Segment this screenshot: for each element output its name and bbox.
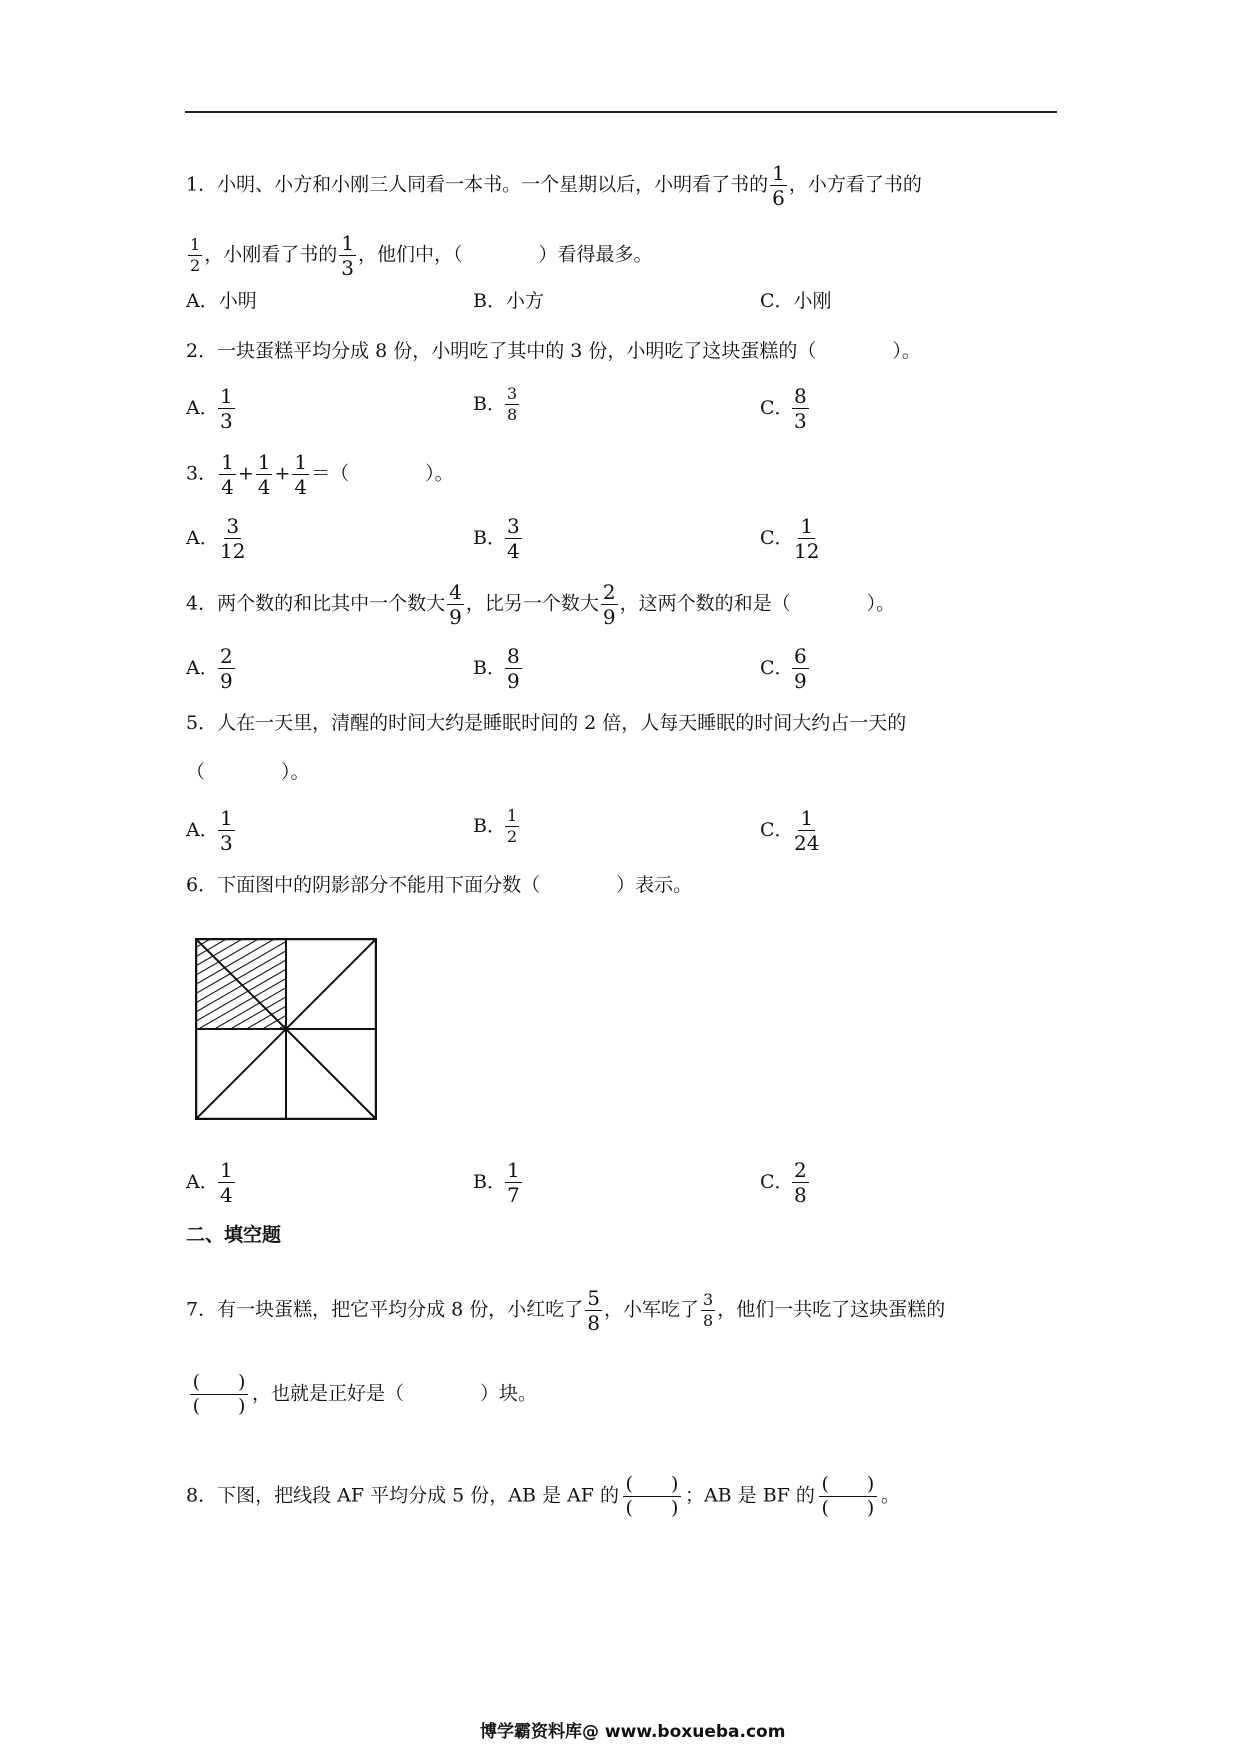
shaded-square-figure (195, 938, 377, 1120)
fraction: $\frac{3}{8}$ (507, 384, 518, 424)
fraction: $\frac{1}{24}$ (794, 806, 820, 855)
question-1-option-b[interactable]: B．小方 (473, 290, 544, 312)
fraction-blank[interactable]: $\frac{( )}{( )}$ (819, 1475, 877, 1518)
question-1-option-a[interactable]: A．小明 (186, 290, 257, 312)
fraction: $\frac{2}{9}$ (602, 580, 616, 629)
fraction-blank[interactable]: $\frac{( )}{( )}$ (623, 1475, 681, 1518)
fraction: $\frac{1}{6}$ (772, 161, 785, 210)
header-rule (185, 111, 1057, 113)
question-1-option-c[interactable]: C．小刚 (760, 290, 832, 312)
footer-watermark: 博学霸资料库@ www.boxueba.com (480, 1722, 786, 1742)
fraction: $\frac{1}{3}$ (220, 806, 233, 855)
fraction: $\frac{3}{12}$ (220, 514, 246, 563)
fraction: $\frac{1}{3}$ (220, 384, 233, 433)
fraction: $\frac{6}{9}$ (794, 644, 807, 693)
fraction: $\frac{4}{9}$ (449, 580, 462, 629)
fraction: $\frac{8}{9}$ (507, 644, 520, 693)
fraction: $\frac{3}{4}$ (507, 514, 520, 563)
question-5-option-c[interactable]: C． $\frac{1}{24}$ (760, 806, 820, 855)
question-1-text: ，小方看了书的 (788, 173, 922, 196)
question-4-option-b[interactable]: B． $\frac{8}{9}$ (473, 644, 520, 693)
fraction: $\frac{1}{2}$ (190, 235, 201, 275)
question-6-option-b[interactable]: B． $\frac{1}{7}$ (473, 1158, 520, 1207)
question-2-text: 2．一块蛋糕平均分成 8 份，小明吃了其中的 3 份，小明吃了这块蛋糕的（ ）。 (186, 340, 921, 362)
fraction: $\frac{1}{4}$ (294, 450, 308, 499)
question-5-option-a[interactable]: A． $\frac{1}{3}$ (186, 806, 233, 855)
question-3-option-b[interactable]: B． $\frac{3}{4}$ (473, 514, 520, 563)
fraction: $\frac{3}{8}$ (703, 1290, 714, 1330)
section-title: 二、填空题 (186, 1224, 282, 1246)
question-1-text: ，他们中，（ ）看得最多。 (357, 243, 653, 266)
question-4-text: 4．两个数的和比其中一个数大 $\frac{4}{9}$ ，比另一个数大 $\frac{2}{9}$ ，这两个数的和是（ ）。 (186, 580, 896, 629)
question-6-text: 6．下面图中的阴影部分不能用下面分数（ ）表示。 (186, 874, 693, 896)
fraction: $\frac{8}{3}$ (794, 384, 807, 433)
fraction: $\frac{1}{4}$ (257, 450, 271, 499)
question-7-line-1: 7．有一块蛋糕，把它平均分成 8 份，小红吃了 $\frac{5}{8}$ ，小军吃了 $\frac{3}{8}$ ，他们一共吃了这块蛋糕的 (186, 1286, 946, 1335)
question-6-option-c[interactable]: C． $\frac{2}{8}$ (760, 1158, 807, 1207)
question-2-option-b[interactable]: B． $\frac{3}{8}$ (473, 384, 518, 424)
fraction: $\frac{1}{7}$ (507, 1158, 520, 1207)
fraction: $\frac{2}{9}$ (220, 644, 233, 693)
question-1-line-1 (186, 163, 922, 208)
question-5-option-b[interactable]: B． $\frac{1}{2}$ (473, 806, 518, 846)
question-4-option-c[interactable]: C． $\frac{6}{9}$ (760, 644, 807, 693)
question-2-option-a[interactable]: A． $\frac{1}{3}$ (186, 384, 233, 433)
question-3-option-a[interactable]: A． $\frac{3}{12}$ (186, 514, 246, 563)
question-4-option-a[interactable]: A． $\frac{2}{9}$ (186, 644, 233, 693)
question-2-option-c[interactable]: C． $\frac{8}{3}$ (760, 384, 807, 433)
question-5-text: 5．人在一天里，清醒的时间大约是睡眠时间的 2 倍，人每天睡眠的时间大约占一天的 (186, 712, 907, 734)
question-1-text: 1．小明、小方和小刚三人同看一本书。一个星期以后，小明看了书的 (186, 173, 769, 196)
fraction: $\frac{5}{8}$ (587, 1286, 600, 1335)
question-1-line-2 (186, 233, 652, 278)
fraction: $\frac{1}{3}$ (341, 231, 354, 280)
question-7-line-2: $\frac{( )}{( )}$ ，也就是正好是（ ）块。 (186, 1373, 537, 1416)
question-5-blank: （ ）。 (186, 761, 310, 783)
question-6-option-a[interactable]: A． $\frac{1}{4}$ (186, 1158, 233, 1207)
question-1-text: ，小刚看了书的 (204, 243, 338, 266)
fraction-blank[interactable]: $\frac{( )}{( )}$ (190, 1373, 248, 1416)
fraction: $\frac{1}{12}$ (794, 514, 820, 563)
question-3-option-c[interactable]: C． $\frac{1}{12}$ (760, 514, 820, 563)
fraction: $\frac{2}{8}$ (794, 1158, 807, 1207)
question-3-equation: 3． $\frac{1}{4}$ + $\frac{1}{4}$ + $\frac{1}{4}$ ＝（ ）。 (186, 450, 454, 499)
fraction: $\frac{1}{4}$ (220, 1158, 233, 1207)
fraction: $\frac{1}{2}$ (507, 806, 518, 846)
fraction: $\frac{1}{4}$ (221, 450, 234, 499)
question-8-text: 8．下图，把线段 AF 平均分成 5 份，AB 是 AF 的 $\frac{( )}{( )}$ ；AB 是 BF 的 $\frac{( )}{( )}$ 。 (186, 1473, 900, 1519)
